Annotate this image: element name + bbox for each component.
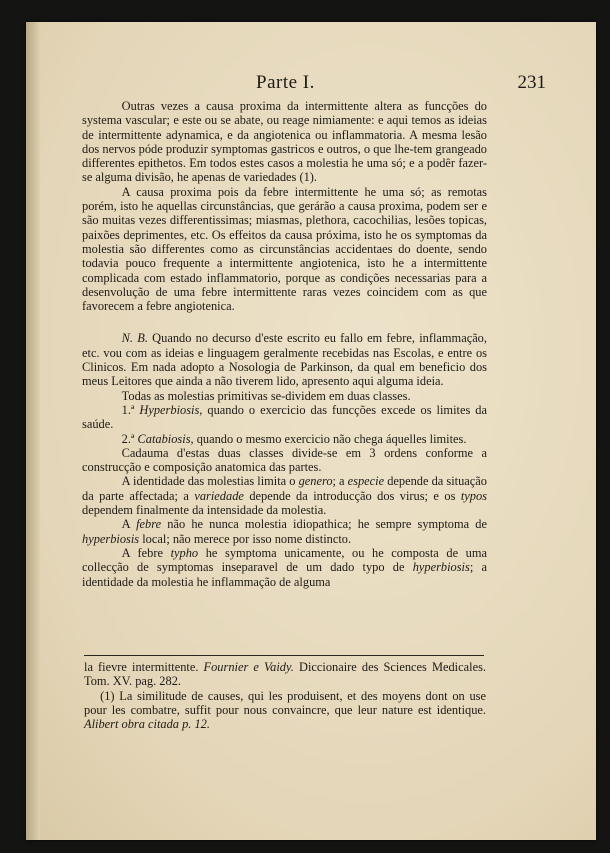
text-run: Fournier e Vaidy. (203, 660, 294, 674)
text-run: dependem finalmente da intensidade da molestia. (82, 503, 327, 518)
class-text: , quando o mesmo exercicio não chega áquelles limites. (190, 431, 467, 446)
text-run: Alibert obra citada p. 12. (84, 717, 210, 732)
text-run: A (121, 517, 137, 532)
text-run: (1) La similitude de causes, qui les produisent, et des moyens dont on use pour les combatre, suffit pour nous convaincre, que leur nature est identique. (84, 688, 486, 717)
paragraph: Todas as molestias primitivas se-dividem em duas classes. (121, 388, 411, 403)
text-run: especie (347, 474, 385, 489)
class-term: Catabiosis (137, 431, 191, 446)
text-run: he symptoma unicamente, ou he composta de uma collecção de symptomas inseparavel de um dado typo de (82, 545, 487, 575)
text-run: febre (136, 517, 162, 532)
main-text (82, 99, 487, 589)
text-run: não he nunca molestia idiopathica; he sempre symptoma de (161, 517, 487, 532)
class-term: Hyperbiosis (139, 402, 200, 417)
footnotes (84, 660, 486, 731)
text-run: hyperbiosis (412, 560, 470, 575)
page-number: 231 (517, 72, 546, 93)
class-item (82, 432, 487, 446)
nb-label: N. B. (121, 331, 148, 346)
class-item (82, 403, 487, 432)
class-number: 1.ª (121, 402, 135, 417)
paragraph: A causa proxima pois da febre intermittente he uma só; as remotas porém, isto he aquellas circunstâncias, que gerárão a causa proxima, podem ser e são muitas vezes differentissimas; miasmas, plethora, cacochilias, lesões topicas, paixões deprimentes, etc. Os effeitos da causa próxima, isto he os symptomas da molestia são differentes como as circunstâncias accidentaes do doente, sendo todavia pouco frequente a intermittente angiotenica, isto he a intermittente complicada com estado inflammatorio, porque as condições necessarias para a desenvolução de uma febre intermittente raras vezes coincidem com as que favorecem a febre angiotenica. (82, 184, 487, 314)
paragraph (82, 474, 487, 517)
class-text: , quando o exercicio das funcções excede os limites da saúde. (82, 402, 487, 432)
paragraph: Cadauma d'estas duas classes divide-se em 3 ordens conforme a construcção e composição anatomica das partes. (82, 445, 487, 475)
paragraph: Outras vezes a causa proxima da intermittente altera as funcções do systema vascular; e este ou se abate, ou reage nimiamente: e aqui temos as ideias de intermittente adynamica, e da angiotenica ou inflammatoria. A mesma lesão dos nervos póde produzir symptomas gastricos e outros, o que lhe-tem grangeado differentes epithetos. Em todos estes casos a molestia he uma só; e a podêr fazer-se alguma divisão, he apenas de variedades (1). (82, 99, 487, 185)
text-run: ; a identidade da molestia he inflammação de alguma (82, 560, 487, 589)
text-run: A identidade das molestias limita o (121, 474, 299, 489)
footnote-rule (84, 655, 484, 656)
text-run: hyperbiosis (82, 531, 140, 546)
footnote-continuation (84, 660, 486, 689)
page-header (256, 72, 546, 102)
text-run: typho (170, 545, 199, 560)
text-run: genero (298, 474, 333, 489)
text-run: depende da situação da parte affectada; a (82, 474, 487, 503)
text-run: Diccionaire des Sciences Medicales. Tom. XV. pag. 282. (84, 660, 486, 689)
running-head: Parte I. (256, 72, 315, 93)
text-run: variedade (194, 488, 244, 503)
paragraph (82, 546, 487, 589)
text-run: local; não merece por isso nome distincto. (139, 531, 352, 546)
footnote-1 (84, 689, 486, 732)
paragraph (82, 517, 487, 546)
class-number: 2.ª (121, 431, 135, 446)
page-gutter (26, 22, 40, 840)
nb-text: Quando no decurso d'este escrito eu fallo em febre, inflammação, etc. vou com as ideias e linguagem geralmente recebidas nas Escolas, e entre os Clinicos. Em nada adopto a Nosologia de Parkinson, da qual em beneficio dos meus Leitores que ainda a não tiverem lido, apresento aqui alguma ideia. (82, 331, 487, 389)
text-run: A febre (121, 545, 171, 560)
text-run: ; a (332, 474, 348, 489)
text-run: typos (460, 488, 487, 503)
nota-bene (82, 331, 487, 388)
text-run: la fievre intermittente. (84, 660, 204, 674)
text-run: depende da introducção dos virus; e os (243, 488, 461, 503)
